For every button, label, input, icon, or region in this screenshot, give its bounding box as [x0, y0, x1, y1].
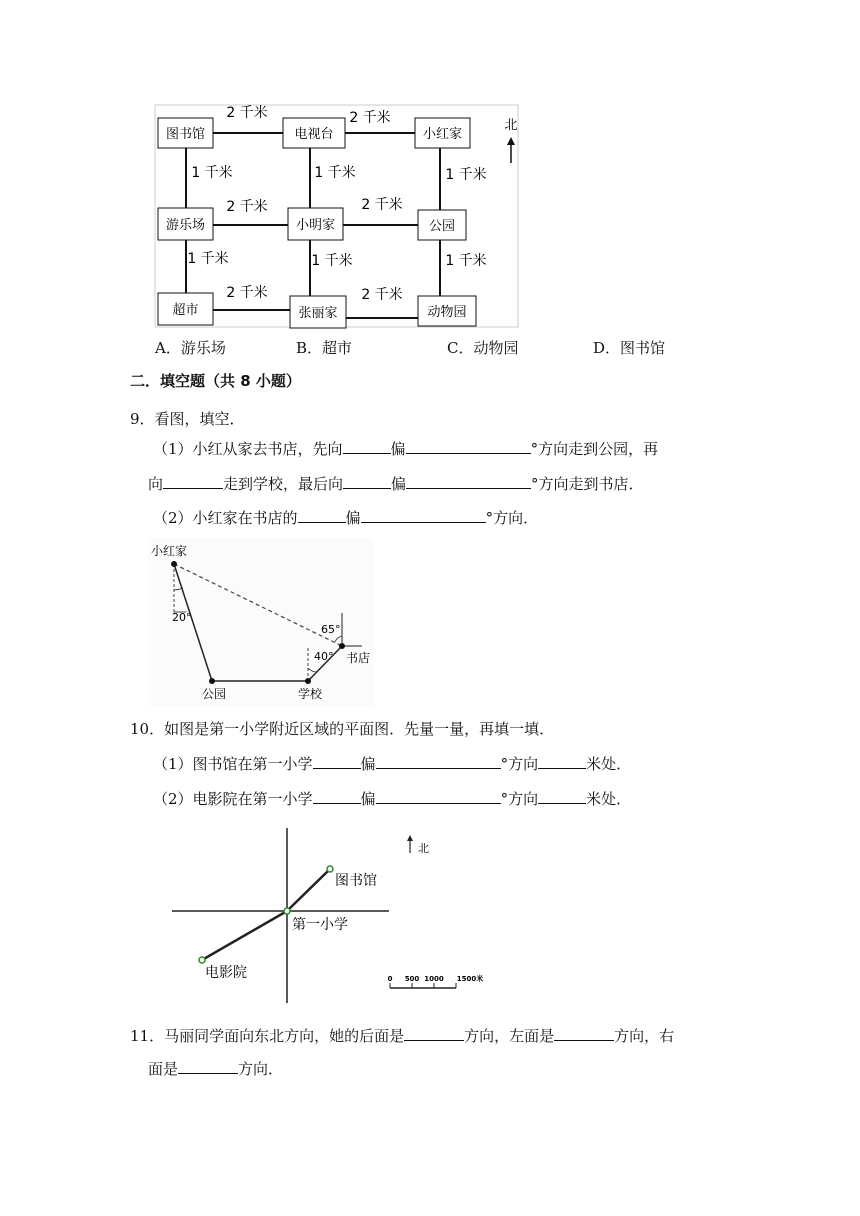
- label-xiaohong-home: 小红家: [151, 544, 188, 558]
- label-cinema: 电影院: [205, 965, 247, 981]
- box-library: [158, 118, 213, 148]
- dist-library-tv: 2 千米: [226, 105, 268, 121]
- q10-blank-2[interactable]: [376, 752, 501, 769]
- q11-blank-2[interactable]: [554, 1024, 614, 1041]
- angle-65: 65°: [321, 623, 341, 636]
- north-arrow-icon: [407, 835, 413, 853]
- label-zoo: 动物园: [427, 305, 467, 320]
- q9-blank-5[interactable]: [406, 472, 531, 489]
- q11-line2: 面是 方向．: [148, 1057, 283, 1080]
- north-label: 北: [418, 842, 429, 855]
- option-d[interactable]: D．图书馆: [593, 339, 666, 357]
- point-park: [209, 678, 215, 684]
- q10-blank-1[interactable]: [313, 752, 361, 769]
- box-tv-station: [283, 118, 345, 148]
- dist-zhangli-zoo: 2 千米: [361, 287, 403, 303]
- dist-tv-xiaohong: 2 千米: [349, 110, 391, 126]
- option-b[interactable]: B．超市: [296, 339, 353, 357]
- point-xiaohong: [171, 561, 177, 567]
- label-school: 第一小学: [292, 917, 348, 933]
- scale-1500: 1500米: [456, 975, 484, 983]
- place-map-figure: [150, 100, 525, 330]
- q10-blank-5[interactable]: [376, 787, 501, 804]
- section-title: 二．填空题（共 8 小题）: [130, 372, 301, 390]
- option-c[interactable]: C．动物园: [447, 339, 519, 357]
- north-arrow-icon: [507, 137, 515, 163]
- q9-blank-4[interactable]: [343, 472, 391, 489]
- option-a[interactable]: A．游乐场: [155, 339, 226, 357]
- q9-blank-7[interactable]: [361, 506, 486, 523]
- label-zhangli-home: 张丽家: [298, 306, 338, 321]
- point-school: [284, 908, 290, 914]
- q9-part2: （2）小红家在书店的 偏 °方向．: [153, 506, 538, 529]
- point-library: [327, 866, 333, 872]
- dist-park-zoo: 1 千米: [445, 253, 487, 269]
- q9-blank-2[interactable]: [406, 437, 531, 454]
- label-tv-station: 电视台: [294, 127, 334, 142]
- label-xiaohong-home: 小红家: [422, 127, 463, 142]
- q9-blank-3[interactable]: [163, 472, 223, 489]
- label-school: 学校: [298, 687, 323, 701]
- scale-0: 0: [387, 975, 393, 983]
- north-label: 北: [504, 118, 518, 133]
- label-supermarket: 超市: [172, 303, 199, 318]
- q10-part2: （2）电影院在第一小学 偏 °方向 米处．: [153, 787, 631, 810]
- dist-playground-supermarket: 1 千米: [187, 251, 229, 267]
- q9-blank-1[interactable]: [343, 437, 391, 454]
- school-area-map: [165, 825, 505, 1005]
- dist-tv-xiaoming: 1 千米: [314, 165, 356, 181]
- q11-line1: 11．马丽同学面向东北方向，她的后面是 方向，左面是 方向，右: [130, 1024, 674, 1047]
- label-bookstore: 书店: [346, 651, 371, 665]
- dist-playground-xiaoming: 2 千米: [226, 199, 268, 215]
- q10-blank-3[interactable]: [538, 752, 586, 769]
- q10-stem: 10．如图是第一小学附近区域的平面图．先量一量，再填一填．: [130, 720, 555, 738]
- q11-blank-1[interactable]: [404, 1024, 464, 1041]
- q9-part1-line1: （1）小红从家去书店，先向 偏 °方向走到公园，再: [153, 437, 658, 460]
- point-school: [305, 678, 311, 684]
- box-xiaoming-home: [288, 208, 343, 240]
- label-library: 图书馆: [335, 873, 377, 889]
- q10-part1: （1）图书馆在第一小学 偏 °方向 米处．: [153, 752, 631, 775]
- label-park: 公园: [202, 687, 227, 701]
- q10-blank-6[interactable]: [538, 787, 586, 804]
- label-xiaoming-home: 小明家: [295, 218, 336, 233]
- dist-xiaoming-zhangli: 1 千米: [311, 253, 353, 269]
- box-supermarket: [158, 293, 213, 325]
- q9-stem: 9．看图，填空．: [130, 410, 245, 428]
- q9-part1-line2: 向 走到学校，最后向 偏 °方向走到书店．: [148, 472, 644, 495]
- scale-bar: [390, 983, 456, 988]
- angle-40: 40°: [314, 650, 334, 663]
- angle-20: 20°: [172, 611, 192, 624]
- dist-xiaoming-park: 2 千米: [361, 197, 403, 213]
- scale-500: 500: [404, 975, 420, 983]
- box-park: [418, 210, 466, 240]
- box-playground: [158, 208, 213, 240]
- box-xiaohong-home: [415, 118, 470, 148]
- q11-blank-3[interactable]: [178, 1057, 238, 1074]
- dist-xiaohong-park: 1 千米: [445, 167, 487, 183]
- q10-blank-4[interactable]: [313, 787, 361, 804]
- box-zhangli-home: [290, 296, 346, 328]
- label-park: 公园: [428, 219, 456, 234]
- box-zoo: [418, 296, 476, 326]
- label-playground: 游乐场: [165, 218, 206, 233]
- q9-blank-6[interactable]: [298, 506, 346, 523]
- dist-supermarket-zhangli: 2 千米: [226, 285, 268, 301]
- point-cinema: [199, 957, 205, 963]
- route-figure: [148, 538, 373, 706]
- label-library: 图书馆: [165, 127, 206, 142]
- dist-library-playground: 1 千米: [191, 165, 233, 181]
- scale-1000: 1000: [424, 975, 444, 983]
- point-bookstore: [339, 643, 345, 649]
